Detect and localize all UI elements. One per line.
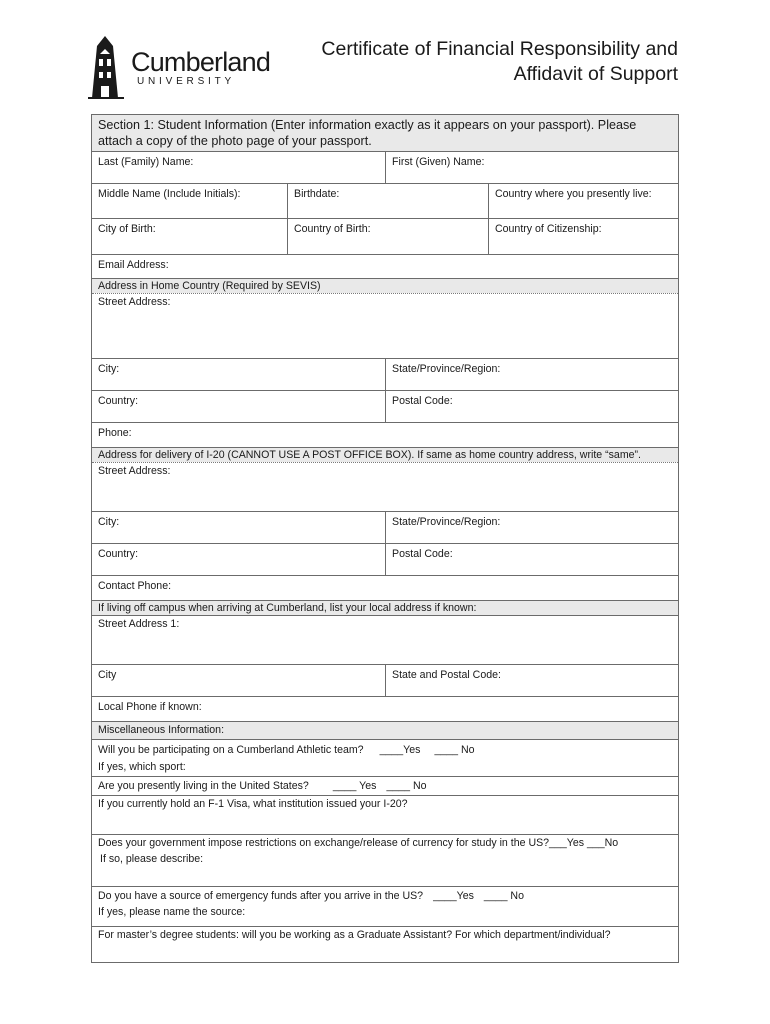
home-postal-field[interactable]: Postal Code: — [385, 391, 678, 422]
home-country-row — [92, 390, 678, 422]
country-of-citizenship-field[interactable]: Country of Citizenship: — [488, 219, 678, 254]
section1-heading-row — [92, 115, 678, 151]
home-city-field[interactable]: City: — [98, 363, 120, 375]
emergency-no-blank[interactable]: ____ No — [483, 890, 524, 902]
masters-row — [92, 926, 678, 962]
home-phone-field[interactable]: Phone: — [98, 427, 132, 439]
currency-describe-field[interactable]: If so, please describe: — [100, 853, 204, 865]
local-city-row — [92, 664, 678, 696]
bell-tower-icon — [86, 34, 128, 100]
home-state-field[interactable]: State/Province/Region: — [385, 359, 678, 390]
title-line-1: Certificate of Financial Responsibility and — [321, 38, 678, 60]
home-city-row — [92, 358, 678, 390]
emergency-question — [92, 887, 678, 926]
local-street-row — [92, 615, 678, 664]
us-question-text: Are you presently living in the United States? — [98, 780, 309, 792]
i20-country-row — [92, 543, 678, 575]
currency-question-text[interactable]: Does your government impose restrictions on exchange/release of currency for study in the US?___Yes ___No — [98, 837, 619, 849]
logo-wordmark: Cumberland — [131, 47, 271, 77]
logo-subtitle: UNIVERSITY — [137, 76, 236, 87]
us-row — [92, 776, 678, 795]
athletic-yes-blank[interactable]: ____Yes — [379, 744, 421, 756]
home-country-field[interactable]: Country: — [98, 395, 139, 407]
i20-city-field[interactable]: City: — [98, 516, 120, 528]
i20-state-field[interactable]: State/Province/Region: — [385, 512, 678, 543]
emergency-row — [92, 886, 678, 926]
university-logo — [86, 34, 271, 100]
emergency-yes-blank[interactable]: ____Yes — [433, 890, 474, 902]
middle-name-row — [92, 183, 678, 218]
misc-heading: Miscellaneous Information: — [98, 724, 225, 736]
local-phone-row — [92, 696, 678, 721]
country-of-birth-field[interactable]: Country of Birth: — [287, 219, 488, 254]
birth-row — [92, 218, 678, 254]
home-street-row — [92, 293, 678, 358]
city-of-birth-field[interactable]: City of Birth: — [98, 223, 156, 235]
currency-row — [92, 834, 678, 886]
masters-question-field[interactable]: For master’s degree students: will you be working as a Graduate Assistant? For which department/individual? — [98, 929, 611, 941]
email-row — [92, 254, 678, 278]
email-field[interactable]: Email Address: — [98, 259, 169, 271]
middle-name-field[interactable]: Middle Name (Include Initials): — [98, 188, 241, 200]
document-title — [321, 37, 678, 87]
f1-visa-field[interactable]: If you currently hold an F-1 Visa, what institution issued your I-20? — [98, 798, 408, 810]
athletic-question — [92, 740, 678, 776]
i20-city-row — [92, 511, 678, 543]
i20-street-row — [92, 462, 678, 511]
athletic-question-text: Will you be participating on a Cumberland Athletic team? — [98, 744, 364, 756]
us-yes-blank[interactable]: ____ Yes — [332, 780, 377, 792]
i20-heading-row — [92, 447, 678, 462]
home-street-field[interactable]: Street Address: — [98, 296, 171, 308]
local-phone-field[interactable]: Local Phone if known: — [98, 701, 202, 713]
i20-country-field[interactable]: Country: — [98, 548, 139, 560]
student-information-form — [91, 114, 679, 963]
last-name-field[interactable]: Last (Family) Name: — [98, 156, 194, 168]
first-name-field[interactable]: First (Given) Name: — [385, 152, 678, 183]
contact-phone-field[interactable]: Contact Phone: — [98, 580, 172, 592]
us-no-blank[interactable]: ____ No — [386, 780, 427, 792]
i20-postal-field[interactable]: Postal Code: — [385, 544, 678, 575]
home-address-heading-row — [92, 278, 678, 293]
emergency-source-field[interactable]: If yes, please name the source: — [98, 906, 246, 918]
local-heading: If living off campus when arriving at Cumberland, list your local address if known: — [98, 602, 477, 614]
i20-heading: Address for delivery of I-20 (CANNOT USE A POST OFFICE BOX). If same as home country address, write “same”. — [98, 449, 642, 461]
name-row — [92, 151, 678, 183]
home-phone-row — [92, 422, 678, 447]
home-address-heading: Address in Home Country (Required by SEVIS) — [98, 280, 321, 292]
currency-question — [92, 835, 678, 886]
local-city-field[interactable]: City — [98, 669, 117, 681]
local-heading-row — [92, 600, 678, 615]
athletic-no-blank[interactable]: ____ No — [434, 744, 475, 756]
section1-heading: Section 1: Student Information (Enter information exactly as it appears on your passport). Please attach a copy of the photo page of your passport. — [98, 118, 637, 148]
local-street-field[interactable]: Street Address 1: — [98, 618, 180, 630]
athletic-sport-field[interactable]: If yes, which sport: — [98, 761, 186, 773]
i20-phone-row — [92, 575, 678, 600]
f1-row — [92, 795, 678, 834]
misc-heading-row — [92, 721, 678, 739]
emergency-question-text: Do you have a source of emergency funds after you arrive in the US? — [98, 890, 424, 902]
country-present-field[interactable]: Country where you presently live: — [488, 184, 678, 218]
local-state-postal-field[interactable]: State and Postal Code: — [385, 665, 678, 696]
athletic-row — [92, 739, 678, 776]
i20-street-field[interactable]: Street Address: — [98, 465, 171, 477]
title-line-2: Affidavit of Support — [513, 63, 678, 85]
us-question — [92, 777, 678, 795]
birthdate-field[interactable]: Birthdate: — [287, 184, 488, 218]
